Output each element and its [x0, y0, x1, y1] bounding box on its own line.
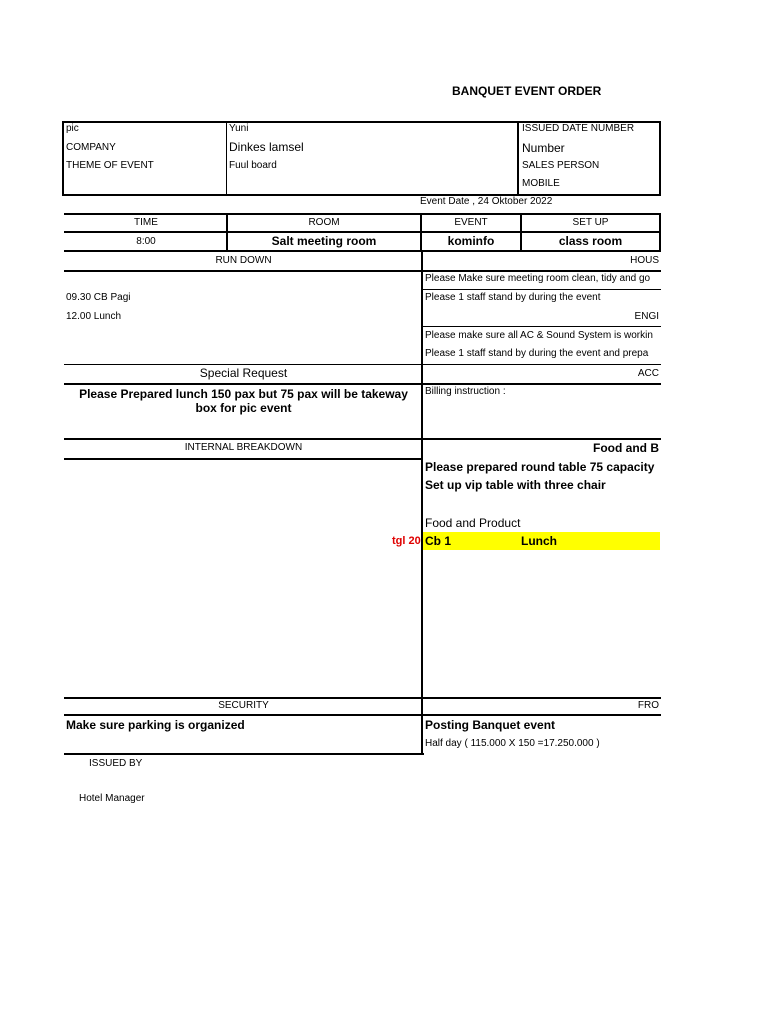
- page-title: BANQUET EVENT ORDER: [452, 84, 602, 98]
- issued-date-label: ISSUED DATE NUMBER: [522, 123, 635, 134]
- food-meal: Lunch: [521, 534, 557, 548]
- company-label: COMPANY: [66, 142, 116, 153]
- event-header: EVENT: [454, 217, 488, 228]
- posting-calc: Half day ( 115.000 X 150 =17.250.000 ): [425, 738, 600, 749]
- internal-breakdown-title: INTERNAL BREAKDOWN: [184, 442, 303, 453]
- pic-value: Yuni: [229, 123, 249, 134]
- food-beverage-line: Set up vip table with three chair: [425, 478, 606, 492]
- event-date: Event Date , 24 Oktober 2022: [420, 196, 553, 207]
- mobile-label: MOBILE: [522, 178, 560, 189]
- issued-by: ISSUED BY: [89, 758, 143, 769]
- pic-label: pic: [66, 123, 79, 134]
- accounting-title: ACC: [637, 368, 659, 379]
- event-value: kominfo: [447, 234, 495, 248]
- housekeeping-line: Please Make sure meeting room clean, tidy and go: [425, 273, 651, 284]
- hotel-manager: Hotel Manager: [79, 793, 145, 804]
- housekeeping-line: Please 1 staff stand by during the event: [425, 292, 601, 303]
- engineering-line: Please make sure all AC & Sound System is workin: [425, 330, 653, 341]
- room-value: Salt meeting room: [271, 234, 377, 248]
- rundown-title: RUN DOWN: [215, 255, 272, 266]
- time-header: TIME: [134, 217, 158, 228]
- housekeeping-title: HOUS: [630, 255, 659, 266]
- security-title: SECURITY: [218, 700, 269, 711]
- theme-label: THEME OF EVENT: [66, 160, 154, 171]
- number-label: Number: [522, 141, 565, 155]
- front-title: FRO: [637, 700, 659, 711]
- sales-person-label: SALES PERSON: [522, 160, 600, 171]
- time-value: 8:00: [136, 236, 156, 247]
- room-header: ROOM: [308, 217, 340, 228]
- rundown-item: 12.00 Lunch: [66, 311, 122, 322]
- billing-instruction: Billing instruction :: [425, 386, 506, 397]
- food-beverage-line: Please prepared round table 75 capacity: [425, 460, 655, 474]
- theme-value: Fuul board: [229, 160, 277, 171]
- setup-value: class room: [558, 234, 623, 248]
- food-product-title: Food and Product: [425, 516, 521, 530]
- food-beverage-title: Food and B: [593, 441, 659, 455]
- rundown-item: 09.30 CB Pagi: [66, 292, 131, 303]
- posting-banquet: Posting Banquet event: [425, 718, 556, 732]
- food-item: Cb 1: [425, 534, 452, 548]
- special-request-text: Please Prepared lunch 150 pax but 75 pax will be takeway box for pic event: [79, 387, 408, 415]
- special-request-title: Special Request: [199, 366, 288, 380]
- date-note: tgl 20: [392, 535, 421, 547]
- company-value: Dinkes lamsel: [229, 140, 304, 154]
- engineering-line: Please 1 staff stand by during the event and prepa: [425, 348, 649, 359]
- setup-header: SET UP: [572, 217, 609, 228]
- security-text: Make sure parking is organized: [66, 718, 245, 732]
- engineering-title: ENGI: [634, 311, 659, 322]
